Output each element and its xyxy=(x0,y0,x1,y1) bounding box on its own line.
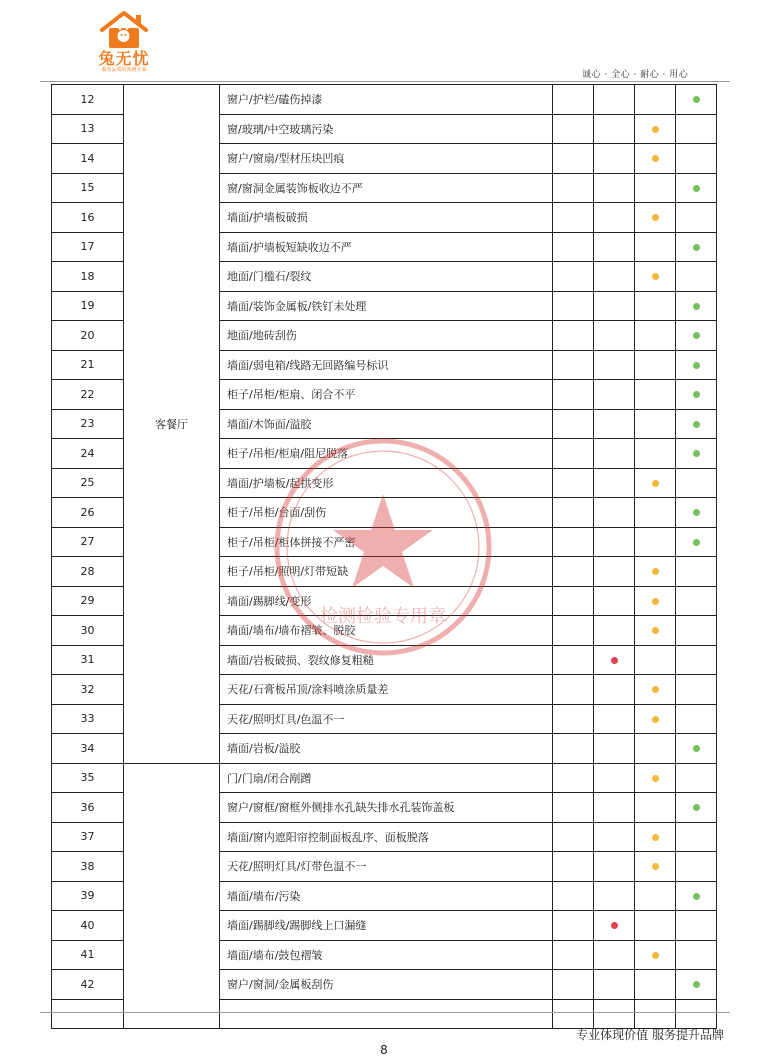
severity-cell xyxy=(594,940,635,970)
severity-cell xyxy=(594,999,635,1029)
issue-description: 墙面/踢脚线/变形 xyxy=(220,586,553,616)
item-number: 40 xyxy=(52,911,124,941)
severity-cell xyxy=(676,557,717,587)
severity-cell xyxy=(594,173,635,203)
item-number: 23 xyxy=(52,409,124,439)
severity-cell xyxy=(594,85,635,115)
severity-cell xyxy=(635,173,676,203)
item-number: 32 xyxy=(52,675,124,705)
minor-severity-dot-icon xyxy=(693,362,700,369)
moderate-severity-dot-icon xyxy=(652,273,659,280)
item-number: 42 xyxy=(52,970,124,1000)
severe-severity-dot-icon xyxy=(611,657,618,664)
severity-cell xyxy=(594,704,635,734)
severity-cell xyxy=(635,144,676,174)
moderate-severity-dot-icon xyxy=(652,775,659,782)
severity-cell xyxy=(553,527,594,557)
moderate-severity-dot-icon xyxy=(652,952,659,959)
severity-cell xyxy=(553,439,594,469)
severity-cell xyxy=(553,911,594,941)
severity-cell xyxy=(635,468,676,498)
item-number: 14 xyxy=(52,144,124,174)
severity-cell xyxy=(676,940,717,970)
severity-cell xyxy=(635,734,676,764)
item-number: 27 xyxy=(52,527,124,557)
issue-description: 天花/照明灯具/灯带色温不一 xyxy=(220,852,553,882)
severity-cell xyxy=(635,616,676,646)
table-row xyxy=(52,763,717,793)
item-number: 37 xyxy=(52,822,124,852)
severity-cell xyxy=(635,203,676,233)
severity-cell xyxy=(553,557,594,587)
header-slogan: 诚心 · 全心 · 耐心 · 用心 xyxy=(582,70,689,80)
severity-cell xyxy=(594,586,635,616)
issue-description: 墙面/墙布/墙布褶皱、脱胶 xyxy=(220,616,553,646)
issues-table xyxy=(51,84,717,1029)
severity-cell xyxy=(676,291,717,321)
issue-description: 墙面/岩板/溢胶 xyxy=(220,734,553,764)
minor-severity-dot-icon xyxy=(693,421,700,428)
severity-cell xyxy=(676,822,717,852)
item-number: 33 xyxy=(52,704,124,734)
severity-cell xyxy=(594,852,635,882)
severity-cell xyxy=(594,203,635,233)
severity-cell xyxy=(553,144,594,174)
severity-cell xyxy=(635,380,676,410)
severity-cell xyxy=(553,586,594,616)
severity-cell xyxy=(635,881,676,911)
severity-cell xyxy=(676,734,717,764)
severity-cell xyxy=(676,498,717,528)
item-number: 24 xyxy=(52,439,124,469)
severity-cell xyxy=(635,675,676,705)
item-number: 28 xyxy=(52,557,124,587)
severity-cell xyxy=(594,763,635,793)
issue-description: 窗户/窗框/窗框外侧排水孔缺失排水孔装饰盖板 xyxy=(220,793,553,823)
severity-cell xyxy=(635,232,676,262)
item-number: 31 xyxy=(52,645,124,675)
severity-cell xyxy=(635,498,676,528)
severity-cell xyxy=(635,852,676,882)
severity-cell xyxy=(635,793,676,823)
severity-cell xyxy=(676,527,717,557)
item-number: 13 xyxy=(52,114,124,144)
severity-cell xyxy=(676,380,717,410)
minor-severity-dot-icon xyxy=(693,96,700,103)
severity-cell xyxy=(594,498,635,528)
severity-cell xyxy=(676,793,717,823)
severity-cell xyxy=(635,262,676,292)
brand-name: 兔无忧 xyxy=(98,49,150,68)
issue-description: 窗户/窗扇/型材压块凹痕 xyxy=(220,144,553,174)
severity-cell xyxy=(594,262,635,292)
severity-cell xyxy=(553,616,594,646)
severity-cell xyxy=(635,527,676,557)
issue-description: 墙面/窗内遮阳帘控制面板乱序、面板脱落 xyxy=(220,822,553,852)
issue-description: 墙面/墙布/鼓包褶皱 xyxy=(220,940,553,970)
item-number: 17 xyxy=(52,232,124,262)
item-number: 12 xyxy=(52,85,124,115)
severity-cell xyxy=(553,881,594,911)
severity-cell xyxy=(635,763,676,793)
minor-severity-dot-icon xyxy=(693,804,700,811)
minor-severity-dot-icon xyxy=(693,893,700,900)
moderate-severity-dot-icon xyxy=(652,155,659,162)
severity-cell xyxy=(676,232,717,262)
severity-cell xyxy=(594,232,635,262)
issue-description: 柜子/吊柜/台面/刮伤 xyxy=(220,498,553,528)
severity-cell xyxy=(594,793,635,823)
item-number: 19 xyxy=(52,291,124,321)
issue-description: 墙面/木饰面/溢胶 xyxy=(220,409,553,439)
moderate-severity-dot-icon xyxy=(652,126,659,133)
issue-description xyxy=(220,999,553,1029)
severity-cell xyxy=(594,822,635,852)
severity-cell xyxy=(553,645,594,675)
item-number: 22 xyxy=(52,380,124,410)
item-number: 15 xyxy=(52,173,124,203)
severity-cell xyxy=(676,911,717,941)
issue-description: 天花/照明灯具/色温不一 xyxy=(220,704,553,734)
moderate-severity-dot-icon xyxy=(652,686,659,693)
severity-cell xyxy=(635,999,676,1029)
severity-cell xyxy=(594,734,635,764)
issue-description: 柜子/吊柜/柜扇/阻尼脱落 xyxy=(220,439,553,469)
item-number: 25 xyxy=(52,468,124,498)
severity-cell xyxy=(676,999,717,1029)
room-name: 客餐厅 xyxy=(124,85,220,764)
severity-cell xyxy=(676,616,717,646)
severity-cell xyxy=(635,439,676,469)
severity-cell xyxy=(676,203,717,233)
severity-cell xyxy=(553,970,594,1000)
severity-cell xyxy=(635,704,676,734)
severity-cell xyxy=(594,439,635,469)
severity-cell xyxy=(676,85,717,115)
severity-cell xyxy=(553,675,594,705)
severity-cell xyxy=(635,822,676,852)
severity-cell xyxy=(594,380,635,410)
severity-cell xyxy=(553,852,594,882)
severity-cell xyxy=(635,911,676,941)
severity-cell xyxy=(676,114,717,144)
severity-cell xyxy=(676,262,717,292)
severity-cell xyxy=(553,704,594,734)
severity-cell xyxy=(676,144,717,174)
moderate-severity-dot-icon xyxy=(652,716,659,723)
item-number: 38 xyxy=(52,852,124,882)
table-row xyxy=(52,85,717,115)
seal-text: 检测检验专用章 xyxy=(320,606,446,627)
severity-cell xyxy=(676,409,717,439)
item-number: 20 xyxy=(52,321,124,351)
issue-description: 窗/玻璃/中空玻璃污染 xyxy=(220,114,553,144)
severity-cell xyxy=(553,999,594,1029)
header-divider xyxy=(40,81,730,82)
severity-cell xyxy=(553,262,594,292)
severity-cell xyxy=(594,321,635,351)
severity-cell xyxy=(635,557,676,587)
severity-cell xyxy=(594,114,635,144)
issue-description: 墙面/护墙板短缺收边不严 xyxy=(220,232,553,262)
issue-description: 墙面/装饰金属板/铁钉未处理 xyxy=(220,291,553,321)
moderate-severity-dot-icon xyxy=(652,834,659,841)
severity-cell xyxy=(553,734,594,764)
severity-cell xyxy=(635,350,676,380)
issue-description: 地面/门槛石/裂纹 xyxy=(220,262,553,292)
severity-cell xyxy=(594,675,635,705)
severity-cell xyxy=(635,586,676,616)
severity-cell xyxy=(553,203,594,233)
issue-description: 墙面/踢脚线/踢脚线上口漏缝 xyxy=(220,911,553,941)
severity-cell xyxy=(553,409,594,439)
severity-cell xyxy=(553,291,594,321)
severity-cell xyxy=(553,85,594,115)
minor-severity-dot-icon xyxy=(693,244,700,251)
brand-logo xyxy=(92,10,156,76)
severity-cell xyxy=(553,232,594,262)
severity-cell xyxy=(635,85,676,115)
minor-severity-dot-icon xyxy=(693,303,700,310)
minor-severity-dot-icon xyxy=(693,981,700,988)
severity-cell xyxy=(676,763,717,793)
moderate-severity-dot-icon xyxy=(652,214,659,221)
severity-cell xyxy=(594,557,635,587)
severity-cell xyxy=(553,114,594,144)
severity-cell xyxy=(676,173,717,203)
severity-cell xyxy=(594,144,635,174)
severe-severity-dot-icon xyxy=(611,922,618,929)
footer-tagline: 专业体现价值 服务提升品牌 xyxy=(576,1028,724,1042)
item-number: 26 xyxy=(52,498,124,528)
issue-description: 地面/地砖刮伤 xyxy=(220,321,553,351)
severity-cell xyxy=(553,793,594,823)
severity-cell xyxy=(553,350,594,380)
severity-cell xyxy=(553,173,594,203)
severity-cell xyxy=(594,350,635,380)
issue-description: 柜子/吊柜/柜体拼接不严密 xyxy=(220,527,553,557)
issue-description: 窗户/护栏/磕伤掉漆 xyxy=(220,85,553,115)
severity-cell xyxy=(676,704,717,734)
severity-cell xyxy=(676,852,717,882)
severity-cell xyxy=(676,321,717,351)
moderate-severity-dot-icon xyxy=(652,627,659,634)
severity-cell xyxy=(594,970,635,1000)
severity-cell xyxy=(676,586,717,616)
issue-description: 柜子/吊柜/照明/灯带短缺 xyxy=(220,557,553,587)
severity-cell xyxy=(594,409,635,439)
severity-cell xyxy=(553,763,594,793)
severity-cell xyxy=(594,468,635,498)
item-number: 41 xyxy=(52,940,124,970)
page-number: 8 xyxy=(380,1043,388,1057)
minor-severity-dot-icon xyxy=(693,391,700,398)
severity-cell xyxy=(635,321,676,351)
moderate-severity-dot-icon xyxy=(652,863,659,870)
issues-table-body xyxy=(52,85,717,1029)
severity-cell xyxy=(594,881,635,911)
severity-cell xyxy=(553,822,594,852)
house-rabbit-icon xyxy=(92,10,156,50)
issue-description: 天花/石膏板吊顶/涂料喷涂质量差 xyxy=(220,675,553,705)
severity-cell xyxy=(676,881,717,911)
minor-severity-dot-icon xyxy=(693,185,700,192)
severity-cell xyxy=(676,675,717,705)
item-number xyxy=(52,999,124,1029)
moderate-severity-dot-icon xyxy=(652,480,659,487)
issue-description: 墙面/护墙板破损 xyxy=(220,203,553,233)
issue-description: 窗/窗洞金属装饰板收边不严 xyxy=(220,173,553,203)
minor-severity-dot-icon xyxy=(693,745,700,752)
item-number: 36 xyxy=(52,793,124,823)
severity-cell xyxy=(553,380,594,410)
item-number: 34 xyxy=(52,734,124,764)
item-number: 30 xyxy=(52,616,124,646)
minor-severity-dot-icon xyxy=(693,332,700,339)
severity-cell xyxy=(553,940,594,970)
room-name xyxy=(124,763,220,1029)
severity-cell xyxy=(676,645,717,675)
minor-severity-dot-icon xyxy=(693,450,700,457)
brand-subtitle: 服务品质的领跑专家 xyxy=(101,67,147,73)
item-number: 39 xyxy=(52,881,124,911)
severity-cell xyxy=(553,498,594,528)
item-number: 35 xyxy=(52,763,124,793)
severity-cell xyxy=(594,911,635,941)
severity-cell xyxy=(676,439,717,469)
minor-severity-dot-icon xyxy=(693,539,700,546)
item-number: 29 xyxy=(52,586,124,616)
moderate-severity-dot-icon xyxy=(652,598,659,605)
footer-divider xyxy=(40,1012,730,1013)
issue-description: 门/门扇/闭合剐蹭 xyxy=(220,763,553,793)
issue-description: 墙面/岩板破损、裂纹修复粗糙 xyxy=(220,645,553,675)
severity-cell xyxy=(594,645,635,675)
severity-cell xyxy=(635,970,676,1000)
severity-cell xyxy=(594,616,635,646)
severity-cell xyxy=(553,321,594,351)
severity-cell xyxy=(635,114,676,144)
severity-cell xyxy=(594,527,635,557)
moderate-severity-dot-icon xyxy=(652,568,659,575)
issue-description: 墙面/墙布/污染 xyxy=(220,881,553,911)
severity-cell xyxy=(594,291,635,321)
severity-cell xyxy=(676,468,717,498)
item-number: 16 xyxy=(52,203,124,233)
issue-description: 墙面/护墙板/起拱变形 xyxy=(220,468,553,498)
issue-description: 窗户/窗洞/金属板刮伤 xyxy=(220,970,553,1000)
severity-cell xyxy=(676,350,717,380)
minor-severity-dot-icon xyxy=(693,509,700,516)
item-number: 18 xyxy=(52,262,124,292)
severity-cell xyxy=(635,940,676,970)
severity-cell xyxy=(553,468,594,498)
severity-cell xyxy=(635,645,676,675)
severity-cell xyxy=(635,409,676,439)
severity-cell xyxy=(635,291,676,321)
item-number: 21 xyxy=(52,350,124,380)
issue-description: 墙面/弱电箱/线路无回路编号标识 xyxy=(220,350,553,380)
issue-description: 柜子/吊柜/柜扇、闭合不平 xyxy=(220,380,553,410)
severity-cell xyxy=(676,970,717,1000)
